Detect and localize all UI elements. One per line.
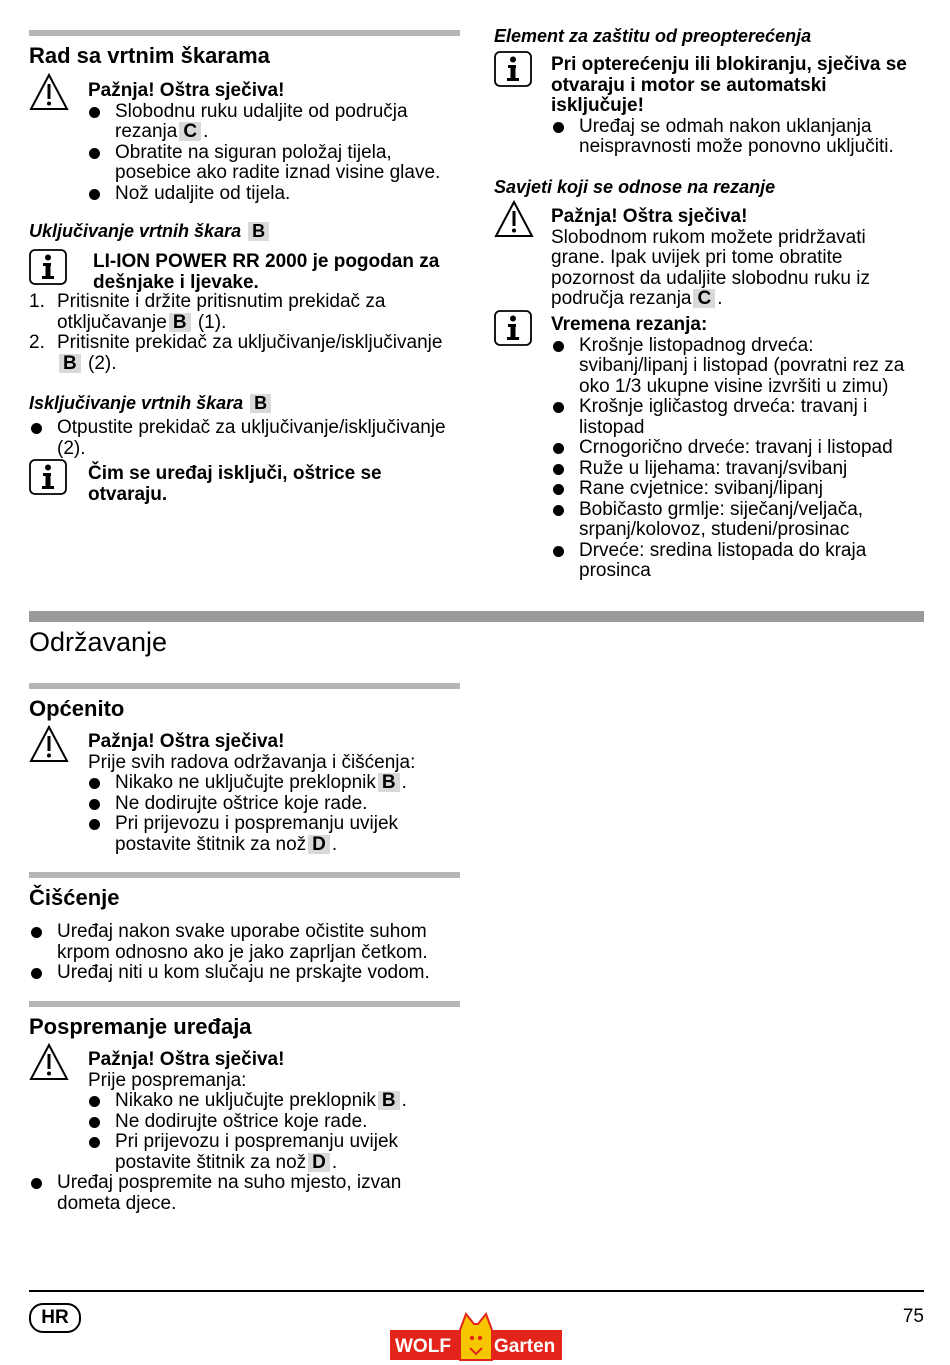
figure-ref-badge: B [248,222,269,241]
list-item: Ruže u lijehama: travanj/svibanj [551,459,926,480]
chapter-rule [29,611,924,622]
warning-heading: Pažnja! Oštra sječiva! [88,80,285,101]
list-item: Krošnje igličastog drveća: travanj i listopad [551,397,926,438]
info-icon [29,249,67,285]
warning-intro: Prije svih radova održavanja i čišćenja: [88,751,416,773]
section-title-rad: Rad sa vrtnim škarama [29,43,270,68]
section-title-opcenito: Općenito [29,696,125,721]
language-badge: HR [29,1303,81,1333]
opcenito-warning [88,732,460,855]
pospremanje-warning-list [87,1091,460,1173]
rad-bullet-list [87,102,460,205]
opcenito-list [87,773,460,855]
svg-text:Garten: Garten [494,1336,556,1357]
section-rule [29,683,460,689]
list-item: Bobičasto grmlje: siječanj/veljača, srpanj/kolovoz, studeni/prosinac [551,500,926,541]
element-info: Pri opterećenju ili blokiranju, sječiva se otvaraju i motor se automatski isključuje! [551,54,907,116]
section-title-ciscenje: Čišćenje [29,885,120,910]
savjeti-warning [551,207,923,310]
figure-ref-badge: B [378,1091,400,1110]
figure-ref-badge: C [693,289,715,308]
info-icon [494,310,532,346]
warning-text: Slobodnom rukom možete pridržavati grane. Ipak uvijek pri tome obratite pozornost da udaljite slobodnu ruku iz područja rezanja C . [551,226,870,309]
warning-intro: Prije pospremanja: [88,1069,247,1091]
figure-ref-badge: C [179,122,201,141]
warning-icon [29,1043,69,1081]
section-rule [29,872,460,878]
list-item: Nikako ne uključujte preklopnik B . [87,773,460,794]
chapter-title: Održavanje [29,627,168,657]
iskljucivanje-list [29,418,460,459]
warning-icon [494,200,534,238]
figure-ref-badge: D [308,835,330,854]
list-item: Obratite na siguran položaj tijela, posebice ako radite iznad visine glave. [87,143,460,184]
figure-ref-badge: B [250,394,271,413]
warning-heading: Pažnja! Oštra sječiva! [88,1049,285,1070]
list-item: Pri prijevozu i pospremanju uvijek postavite štitnik za nož D . [87,1132,460,1173]
section-title-pospremanje: Pospremanje uređaja [29,1014,252,1039]
element-list [551,117,923,158]
list-item: Nož udaljite od tijela. [87,184,460,205]
list-item: 1. Pritisnite i držite pritisnutim prekidač za otključavanje B (1). [29,291,386,333]
pospremanje-list [29,1173,460,1214]
list-item: Otpustite prekidač za uključivanje/isključivanje (2). [29,418,460,459]
vremena-heading: Vremena rezanja: [551,314,708,335]
list-item: Uređaj se odmah nakon uklanjanja neispravnosti može ponovno uključiti. [551,117,923,158]
subsection-title-savjeti: Savjeti koji se odnose na rezanje [494,177,776,197]
subsection-title-ukljucivanje: Uključivanje vrtnih škara B [29,221,271,242]
list-item: Krošnje listopadnog drveća: svibanj/lipanj i listopad (povratni rez za oko 1/3 ukupne visine izvršiti u zimu) [551,336,926,398]
rad-warning [88,81,460,204]
figure-ref-badge: B [59,354,81,373]
list-item: Uređaj pospremite na suho mjesto, izvan dometa djece. [29,1173,460,1214]
list-item: Rane cvjetnice: svibanj/lipanj [551,479,926,500]
vremena-block [551,315,926,582]
section-rule [29,30,460,36]
pospremanje-warning [88,1050,460,1173]
info-icon [494,51,532,87]
wolf-garten-logo [390,1310,562,1362]
warning-icon [29,725,69,763]
list-item: Crnogorično drveće: travanj i listopad [551,438,926,459]
list-item: Ne dodirujte oštrice koje rade. [87,1112,460,1133]
subsection-title-iskljucivanje: Isključivanje vrtnih škara B [29,393,273,414]
svg-text:WOLF: WOLF [395,1336,451,1357]
page-number: 75 [902,1306,924,1327]
list-item: Pri prijevozu i pospremanju uvijek postavite štitnik za nož D . [87,814,460,855]
list-item: Uređaj niti u kom slučaju ne prskajte vodom. [29,963,460,984]
ciscenje-list [29,922,460,984]
subsection-title-element: Element za zaštitu od preopterećenja [494,26,812,46]
warning-heading: Pažnja! Oštra sječiva! [551,206,748,227]
warning-icon [29,73,69,111]
warning-heading: Pažnja! Oštra sječiva! [88,731,285,752]
element-block [551,55,923,158]
ukljucivanje-info: LI-ION POWER RR 2000 je pogodan za dešnjake i ljevake. [93,251,440,293]
list-item: Ne dodirujte oštrice koje rade. [87,794,460,815]
list-item: Nikako ne uključujte preklopnik B . [87,1091,460,1112]
ukljucivanje-steps [29,292,460,374]
info-icon [29,459,67,495]
list-item: Drveće: sredina listopada do kraja prosinca [551,541,926,582]
figure-ref-badge: B [378,773,400,792]
footer-rule [29,1290,924,1292]
vremena-list [551,336,926,582]
list-item: 2. Pritisnite prekidač za uključivanje/isključivanjeB (2). [29,332,443,374]
list-item: Slobodnu ruku udaljite od područja rezanja C . [87,102,460,143]
figure-ref-badge: B [169,313,191,332]
iskljucivanje-info: Čim se uređaj isključi, oštrice se otvaraju. [88,463,382,505]
section-rule [29,1001,460,1007]
list-item: Uređaj nakon svake uporabe očistite suhom krpom odnosno ako je jako zaprljan četkom. [29,922,460,963]
figure-ref-badge: D [308,1153,330,1172]
